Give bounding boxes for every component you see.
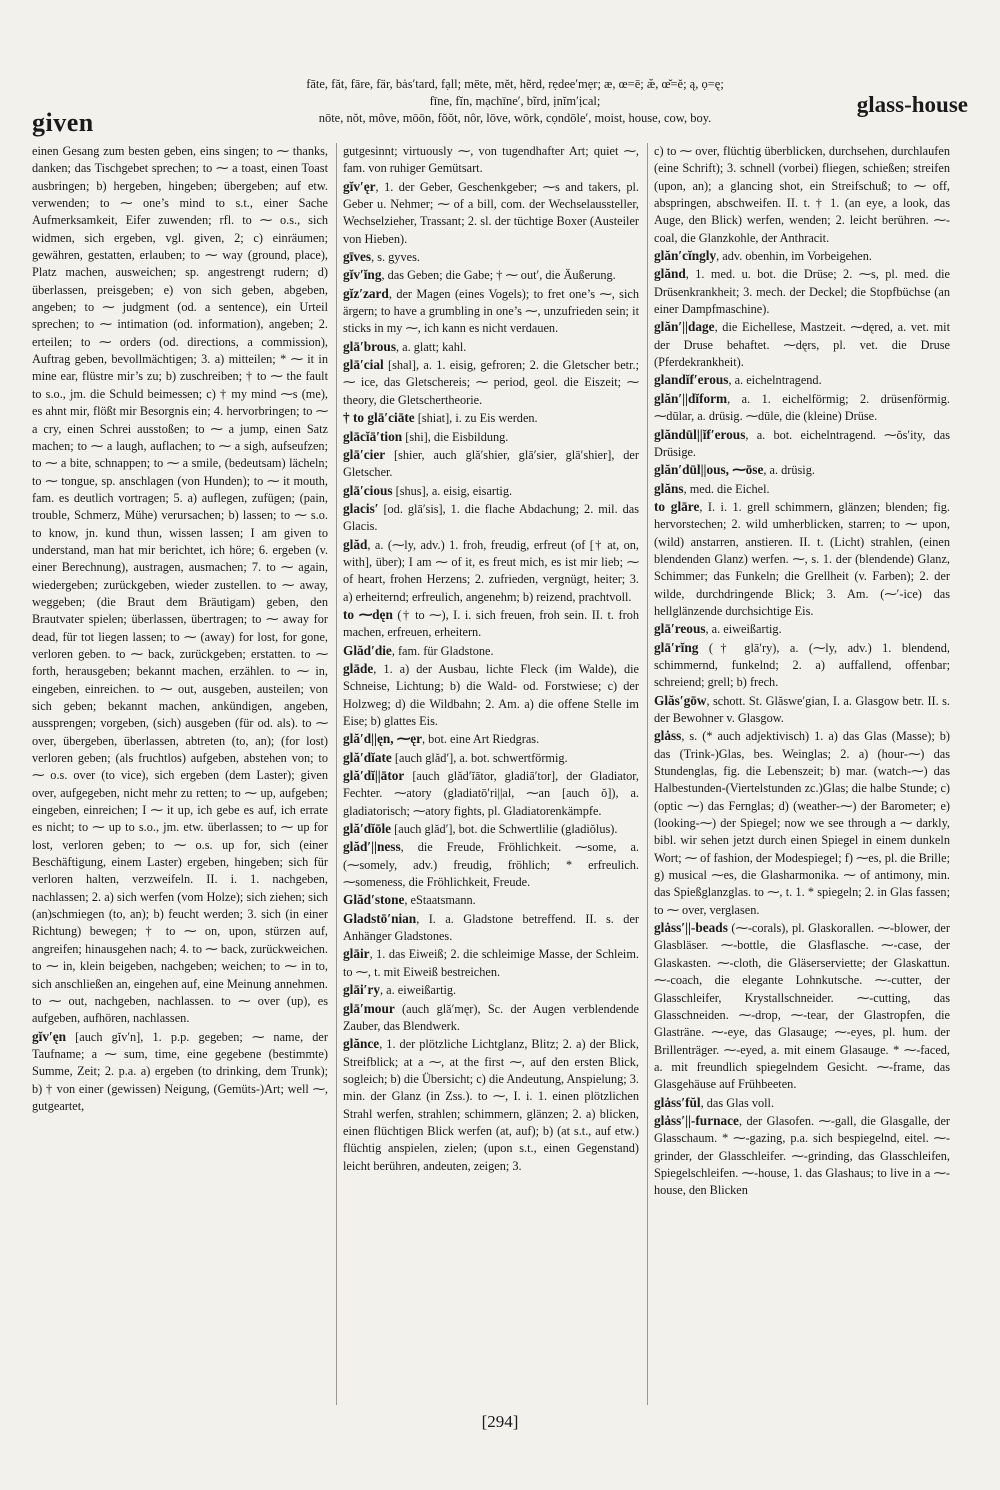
entry-headword: Gladstō′nian xyxy=(343,910,417,926)
entry-headword: glāi′ry xyxy=(343,982,380,998)
entry-definition: [auch gĭv′n], 1. p.p. gegeben; ⁓ name, der Taufname; a ⁓ sum, time, eine gegebene (bestimmte) Summe, Zeit; 2. p.a. a) ergeben (to drinking, dem Trunk); b) † von einer (gewissen) Neigung, (Gemüts-)Art; well ⁓, gutgeartet, xyxy=(32,1029,328,1113)
guide-word-right: glass-house xyxy=(856,92,968,117)
entry-headword: † to glā′ciāte xyxy=(343,410,415,426)
dictionary-entry xyxy=(654,692,950,728)
entry-column-right xyxy=(654,143,950,1403)
dictionary-entry xyxy=(654,426,950,462)
dictionary-entry xyxy=(343,500,639,536)
entry-headword: glāde xyxy=(343,660,374,676)
dictionary-entry xyxy=(654,390,950,426)
entry-definition: [shi], die Eisbildung. xyxy=(402,429,509,444)
entry-definition: einen Gesang zum besten geben, eins singen; to ⁓ thanks, danken; das Tischgebet sprechen; to ⁓ a toast, einen Toast ausbringen; b) hergeben, hingeben; übergeben; auf etw. verwenden; to ⁓ one’s mind to s.t., einer Sache Aufmerksamkeit, Eifer zuwenden; rfl. to ⁓ o.s., sich widmen, sich ergeben, vgl. given, 2; c) einräumen; gewähren, gestatten, erlauben; to ⁓ way (ground, place), Platz machen, ausweichen; sp. angestrengt rudern; d) überlassen, preisgeben; e) von sich geben, abgeben, angeben; to ⁓ judgment (od. a sentence), ein Urteil sprechen; to ⁓ intimation (od. information), angeben; 2. erteilen; to ⁓ orders (od. directions, a commission), Auftrag geben, bevollmächtigen; 3. a) mitteilen; * ⁓ it in mine ear, flüstre mir’s zu; b) zuschreiben; † to ⁓ the fault to s.o., jm. die Schuld beimessen; c) † my mind ⁓s (me), es ahnt mir, flößt mir Besorgnis ein; 4. hervorbringen; to ⁓ a cry, einen Schrei ausstoßen; to ⁓ a jump, einen Satz machen; to ⁓ a laugh, auflachen; to ⁓ a sigh, aufseufzen; to ⁓ a bite, schnappen; to ⁓ a smile, (bedeutsam) lächeln; to ⁓ tongue, sp. anschlagen (von Hunden); to ⁓ it mouth, fam. es deutlich vortragen; 5. a) auflegen, zufügen; (pain, trouble, Schmerz, Mühe) verursachen; b) lassen; to ⁓ s.o. to know, jn. kund thun, wissen lassen; I am given to understand, man hat mir berichtet, ich höre; 6. ergeben (v. einer Berechnung), austragen, ausmachen; 7. to ⁓ again, wiedergeben; zurückgeben, wieder zustellen. to ⁓ away, weggeben; (die Braut dem Bräutigam) geben, den Brautvater spielen; überlassen, übertragen; to ⁓ away for dead, für tot liegen lassen; to ⁓ (away) for lost, for gone, verloren geben. to ⁓ back, zurückgeben; erstatten. to ⁓ forth, herausgeben; bekannt machen, erzählen. to ⁓ in, eingeben, einreichen. to ⁓ out, ausgeben, austeilen; von sich geben; bekannt machen, ankündigen, angeben, aussprengen; vorgeben, (sich) ausgeben (für od. als). to ⁓ over, übergeben, überlassen, abtreten (to, an); (for lost) verloren geben; (als fruchtlos) aufgeben, abstehen von; to ⁓ o.s. over (to vice), sich ergeben (dem Laster); given over, aufgegeben, nicht mehr zu retten; to ⁓ up, aufgeben; eingeben, einreichen; I ⁓ it up, ich gebe es auf, ich errate es nicht; to ⁓ up to s.o., jm. etw. überlassen; to ⁓ up for lost, verloren geben; to ⁓ o.s. up for, sich (einer Beschäftigung, einem Laster) ergeben, hingeben; sich für verloren halten, verzweifeln. II. i. 1. nachgeben, nachlassen; 2. a) sich werfen (vom Holze); sich ziehen; sich (an)schmiegen (to, an); b) feucht werden; 3. sich (in einer Richtung) bewegen; † to ⁓ on, upon, stürzen auf, angreifen; hinausgehen nach; 4. to ⁓ back, zurückweichen. to ⁓ in, klein beigeben, nachgeben; weichen; to ⁓ in to, sich anschließen an, eingehen auf, eine Meinung annehmen. to ⁓ out, nachgeben, nachlassen. to ⁓ over (up), es aufgeben, aufhören, nachlassen. xyxy=(32,144,328,1026)
dictionary-entry xyxy=(343,767,639,820)
dictionary-entry xyxy=(654,461,950,479)
dictionary-entry xyxy=(343,356,639,409)
entry-column-middle xyxy=(343,143,639,1403)
dictionary-entry xyxy=(343,446,639,482)
entry-headword: glā′cious xyxy=(343,482,393,498)
entry-definition: , I. a. Gladstone betreffend. II. s. der Anhänger Gladstones. xyxy=(343,911,639,944)
dictionary-entry xyxy=(343,642,639,660)
entry-definition: , med. die Eichel. xyxy=(683,481,770,496)
entry-definition: , a. eichelntragend. xyxy=(728,373,822,388)
entry-headword: glā′mour xyxy=(343,1000,395,1016)
entry-definition: , der Magen (eines Vogels); to fret one’s ⁓, sich ärgern; to have a grumbling in one’s ⁓, unzufrieden sein; it sticks in my ⁓, ich kann es nicht verdauen. xyxy=(343,286,639,336)
entry-headword: glă′dĭate xyxy=(343,749,392,765)
dictionary-entry xyxy=(654,727,950,919)
entry-definition: , der Glasofen. ⁓-gall, die Glasgalle, der Glasschaum. * ⁓-gazing, p.a. sich bespiegelnd, eitel. ⁓-grinder, der Glasschleifer. ⁓-grinding, das Glasschleifen, Spiegelschleifen. ⁓-house, 1. das Glashaus; to live in a ⁓-house, den Blicken xyxy=(654,1113,950,1198)
entry-definition: , a. (⁓ly, adv.) 1. froh, freudig, erfreut (of [† at, on, with], über); I am ⁓ of it, es freut mich, es ist mir lieb; ⁓ of heart, frohen Herzens; 2. zufrieden, vergnügt, heiter; 3. a) erheiternd; erfreulich, angenehm; b) reizend, prachtvoll. xyxy=(343,537,639,604)
entry-headword: glā′cier xyxy=(343,446,386,462)
dictionary-entry xyxy=(654,1112,950,1200)
entry-headword: gĭv′ĭng xyxy=(343,267,382,283)
dictionary-entry xyxy=(343,143,639,178)
entry-headword: glā′cial xyxy=(343,357,384,373)
dictionary-entry xyxy=(343,606,639,642)
entry-definition: , die Freude, Fröhlichkeit. ⁓some, a. (⁓somely, adv.) freudig, fröhlich; * erfreulich. ⁓someness, die Fröhlichkeit, Freude. xyxy=(343,840,639,890)
entry-definition: , 1. a) der Ausbau, lichte Fleck (im Walde), die Schneise, Lichtung; b) die Wald- od. Forstwiese; c) der Holzweg; d) die Wildbahn; 2. Am. a) die offene Stelle im Eise; b) glattes Eis. xyxy=(343,661,639,728)
dictionary-entry xyxy=(343,1000,639,1036)
dictionary-entry xyxy=(654,498,950,620)
entry-headword: glāir xyxy=(343,946,370,962)
dictionary-entry xyxy=(343,945,639,981)
entry-definition: , adv. obenhin, im Vorbeigehen. xyxy=(716,249,872,264)
dictionary-entry xyxy=(343,178,639,248)
entry-definition: , a. 1. eichelförmig; 2. drüsenförmig. ⁓dūlar, a. drüsig. ⁓dūle, die (kleine) Drüse. xyxy=(654,391,950,424)
entry-headword: glā′brous xyxy=(343,338,397,354)
dictionary-entry xyxy=(32,1028,328,1116)
entry-definition: , a. eiweißartig. xyxy=(379,983,457,998)
dictionary-entry xyxy=(654,143,950,247)
dictionary-entry xyxy=(343,730,639,748)
entry-definition: (auch glă′męr), Sc. der Augen verblendende Zauber, das Blendwerk. xyxy=(343,1001,639,1033)
entry-headword: glȧss′||-beads xyxy=(654,920,728,936)
dictionary-entry xyxy=(343,820,639,838)
entry-definition: [shal], a. 1. eisig, gefroren; 2. die Gletscher betr.; ⁓ ice, das Gletschereis; ⁓ period, geol. die Eiszeit; ⁓ theory, die Gletschertheorie. xyxy=(343,358,639,407)
entry-headword: gĭv′ęr xyxy=(343,178,376,194)
dictionary-entry xyxy=(343,266,639,284)
entry-definition: , a. drüsig. xyxy=(763,463,815,478)
entry-definition: [auch glăd′], bot. die Schwertlilie (gladiŏlus). xyxy=(391,822,618,837)
dictionary-entry xyxy=(343,981,639,999)
pronunciation-key-line-2: fīne, fĭn, mạchīne′, bĩrd, ịnĭm′ịcal; xyxy=(429,94,601,108)
entry-headword: glăndūl||ĭf′erous xyxy=(654,426,746,442)
dictionary-entry xyxy=(654,620,950,638)
dictionary-entry xyxy=(343,285,639,338)
entry-headword: glā′rĭng xyxy=(654,639,699,655)
entry-headword: gĭv′ęn xyxy=(32,1028,67,1044)
entry-column-left xyxy=(32,143,328,1403)
entry-headword: glă′dĭ||ātor xyxy=(343,768,405,784)
entry-headword: glăn′cĭngly xyxy=(654,248,717,264)
entry-headword: Glăd′die xyxy=(343,642,392,658)
entry-headword: glă′d||ęn, ⁓ęr xyxy=(343,731,423,747)
dictionary-entry xyxy=(343,1035,639,1175)
entry-headword: glā′reous xyxy=(654,621,706,637)
entry-headword: glȧss′fŭl xyxy=(654,1094,701,1110)
entry-definition: († glā′ry), a. (⁓ly, adv.) 1. blendend, schimmernd, funkelnd; 2. a) auffallend, offenbar; schreiend; grell; b) frech. xyxy=(654,640,950,690)
entry-definition: , das Glas voll. xyxy=(700,1095,775,1110)
entry-definition: , 1. das Eiweiß; 2. die schleimige Masse, der Schleim. to ⁓, t. mit Eiweiß bestreichen. xyxy=(343,947,639,979)
entry-definition: , fam. für Gladstone. xyxy=(391,643,494,658)
entry-definition: [od. glā′sis], 1. die flache Abdachung; 2. mil. das Glacis. xyxy=(343,501,639,534)
entry-headword: glandĭf′erous xyxy=(654,372,729,388)
dictionary-entry xyxy=(654,265,950,318)
dictionary-entry xyxy=(654,480,950,498)
entry-definition: , die Eichellese, Mastzeit. ⁓dęred, a. vet. mit der Druse behaftet. ⁓dęrs, pl. vet. die Druse (Pferdekrankheit). xyxy=(654,320,950,370)
entry-definition: , I. i. 1. grell schimmern, glänzen; blenden; fig. hervorstechen; 2. wild umherblicken, starren; to ⁓ upon, (wild) anstarren, anstieren. II. t. (Licht) strahlen, (einen blendenden Glanz) werfen. ⁓, s. 1. der (blendende) Glanz, Schimmer; das Funkeln; die Grellheit (v. Farben); 2. der wilde, durchdringende Blick; 3. Am. (⁓′-ice) das hellglänzende durchsichtige Eis. xyxy=(654,499,950,618)
dictionary-entry xyxy=(343,536,639,606)
entry-headword: glăn′||dĭform xyxy=(654,390,728,406)
entry-headword: glăns xyxy=(654,480,684,496)
dictionary-entry xyxy=(343,482,639,500)
dictionary-entry xyxy=(32,143,328,1028)
entry-headword: gīves xyxy=(343,249,372,265)
entry-headword: glă′dĭōle xyxy=(343,821,392,837)
dictionary-entry xyxy=(343,660,639,730)
entry-definition: [shier, auch glă′shier, glā′sier, glā′shier], der Gletscher. xyxy=(343,447,639,480)
dictionary-entry xyxy=(343,338,639,356)
page-number: [294] xyxy=(481,1412,519,1431)
entry-headword: glȧss′||-furnace xyxy=(654,1112,739,1128)
entry-headword: Glăs′gōw xyxy=(654,692,707,708)
entry-headword: glăd′||ness xyxy=(343,839,401,855)
dictionary-entry xyxy=(343,891,639,909)
entry-definition: [shus], a. eisig, eisartig. xyxy=(392,483,513,498)
dictionary-entry xyxy=(343,248,639,266)
entry-definition: c) to ⁓ over, flüchtig überblicken, durchsehen, durchlaufen (eine Schrift); 3. schnell (vorbei) fliegen, schießen; streifen (upon, an); a glancing shot, ein Streifschuß; to ⁓ off, abspringen, abschweifen. II. t. † 1. (an eye, a look, das Auge, den Blick) werfen, wenden; 2. leicht berühren. ⁓-coal, die Glanzkohle, der Anthracit. xyxy=(654,144,950,245)
entry-definition: [auch glăd′], a. bot. schwertförmig. xyxy=(391,750,568,765)
entry-definition: [shiat], i. zu Eis werden. xyxy=(414,411,538,426)
entry-headword: to ⁓dęn xyxy=(343,606,393,622)
entry-headword: glăn′||dage xyxy=(654,319,715,335)
dictionary-entry xyxy=(654,1094,950,1112)
dictionary-entry xyxy=(343,409,639,427)
dictionary-entry xyxy=(343,910,639,946)
entry-definition: , eStaatsmann. xyxy=(404,893,476,908)
entry-definition: , a. glatt; kahl. xyxy=(396,339,467,354)
column-divider xyxy=(647,143,648,1405)
entry-definition: (⁓-corals), pl. Glaskorallen. ⁓-blower, der Glasbläser. ⁓-bottle, die Glasflasche. ⁓-case, der Glaskasten. ⁓-cloth, die Gläserserviette; der Glaskattun. ⁓-coach, die elegante Lohnkutsche. ⁓-cutter, der Glasschleifer, Krystallschneider. ⁓-cutting, das Glasschneiden. ⁓-drop, ⁓-tear, der Glastropfen, die Glasträne. ⁓-eye, das Glasauge; ⁓-eyes, pl. hum. der Brillenträger. ⁓-eyed, a. mit einem Glasauge. * ⁓-faced, a. mit freundlich spiegelndem Gesicht. ⁓-frame, das Glasgehäuse auf Frühbeeten. xyxy=(654,921,950,1092)
entry-headword: glănce xyxy=(343,1036,380,1052)
entry-definition: , a. bot. eichelntragend. ⁓ŏs′ity, das Drüsige. xyxy=(654,427,950,459)
guide-word-left: given xyxy=(32,108,94,137)
entry-definition: , schott. St. Glăswe′gian, I. a. Glasgow betr. II. s. der Bewohner v. Glasgow. xyxy=(654,693,950,725)
pronunciation-key-line-3: nōte, nŏt, môve, mōōn, fŏŏt, nôr, lōve, wōrk, cọndōle′, moist, house, cow, boy. xyxy=(318,111,712,125)
entry-definition: , bot. eine Art Riedgras. xyxy=(422,732,540,747)
dictionary-entry xyxy=(343,749,639,767)
entry-headword: glȧss xyxy=(654,728,682,744)
entry-definition: [auch glăd′ĭātor, gladiā′tor], der Gladiator, Fechter. ⁓atory (gladiatō′ri||al, ⁓an [auch ŏ]), a. gladiatorisch; ⁓atory fights, pl. Gladiatorenkämpfe. xyxy=(343,769,639,818)
entry-headword: Glăd′stone xyxy=(343,892,405,908)
dictionary-entry xyxy=(654,371,950,389)
column-divider xyxy=(336,143,337,1405)
entry-definition: , a. eiweißartig. xyxy=(705,622,782,637)
entry-headword: glacis′ xyxy=(343,500,379,516)
entry-headword: gĭz′zard xyxy=(343,285,389,301)
dictionary-entry xyxy=(343,838,639,891)
entry-headword: glăd xyxy=(343,536,368,552)
entry-definition: , s. (* auch adjektivisch) 1. a) das Glas (Masse); b) das (Trink-)Glas, bes. Weinglas; 2. a) (hour-⁓) das Stundenglas, fig. die Lebenszeit; b) mar. (watch-⁓) das Halbestunden-(Viertelstunden zc.)Glas; die halbe Stunde; c) (optic ⁓) das Fernglas; d) (weather-⁓) der Barometer; e) (looking-⁓) der Spiegel; now we see through a ⁓ darkly, bibl. wir sehen jetzt durch einen Spiegel in einem dunkeln Wort; ⁓ of fashion, der Modespiegel; f) ⁓es, pl. die Brille; g) musical ⁓es, die Glasharmonika. ⁓ of antimony, min. das Spießglanzglas. to ⁓, t. 1. * spiegeln; 2. in Glas fassen; to ⁓ over, verglasen. xyxy=(654,729,950,917)
entry-headword: glănd xyxy=(654,266,686,282)
entry-definition: , 1. med. u. bot. die Drüse; 2. ⁓s, pl. med. die Drüsenkrankheit; 3. mech. der Deckel; die Stopfbüchse (an einer Dampfmaschine). xyxy=(654,267,950,317)
entry-headword: glācĭā′tion xyxy=(343,428,403,444)
dictionary-entry xyxy=(654,318,950,371)
page-header xyxy=(30,66,970,137)
pronunciation-key-line-1: fāte, făt, fāre, fär, bȧs′tard, fạll; mēte, mĕt, hẽrd, rẹdee′mẹr; æ, œ=ē; æ̆, œ̆=ĕ; ą, ọ=ę; xyxy=(306,77,724,91)
entry-definition: , s. gyves. xyxy=(371,250,420,265)
dictionary-entry xyxy=(654,639,950,692)
dictionary-entry xyxy=(343,428,639,446)
entry-definition: , das Geben; die Gabe; † ⁓ out′, die Äußerung. xyxy=(381,268,616,283)
dictionary-entry xyxy=(654,919,950,1093)
dictionary-entry xyxy=(654,247,950,265)
entry-headword: to glāre xyxy=(654,498,700,514)
entry-headword: glăn′dūl||ous, ⁓ōse xyxy=(654,462,764,478)
entry-definition: gutgesinnt; virtuously ⁓, von tugendhafter Art; quiet ⁓, fam. von ruhiger Gemütsart. xyxy=(343,144,639,176)
entry-definition: († to ⁓), I. i. sich freuen, froh sein. II. t. froh machen, erfreuen, erheitern. xyxy=(343,607,639,640)
entry-definition: , 1. der Geber, Geschenkgeber; ⁓s and takers, pl. Geber u. Nehmer; ⁓ of a bill, com. der Wechselaussteller, Wechselzieher, Trassant; 2. sl. der tüchtige Boxer (Austeiler von Hieben). xyxy=(343,179,639,246)
entry-definition: , 1. der plötzliche Lichtglanz, Blitz; 2. a) der Blick, Streifblick; at a ⁓, at the first ⁓, auf den ersten Blick, sogleich; b) die Übersicht; c) die Andeutung, Anspielung; 3. min. der Glanz (in Zss.). to ⁓, I. i. 1. einen plötzlichen Strahl werfen, strahlen; schimmern, glänzen; 2. a) blicken, einen flüchtigen Blick werfen (at, auf); b) (at s.t., auf etw.) flüchtig anspielen, zielen; (upon s.t., einen Gegenstand) leicht berühren, andeuten, zeigen; 3. xyxy=(343,1037,639,1173)
